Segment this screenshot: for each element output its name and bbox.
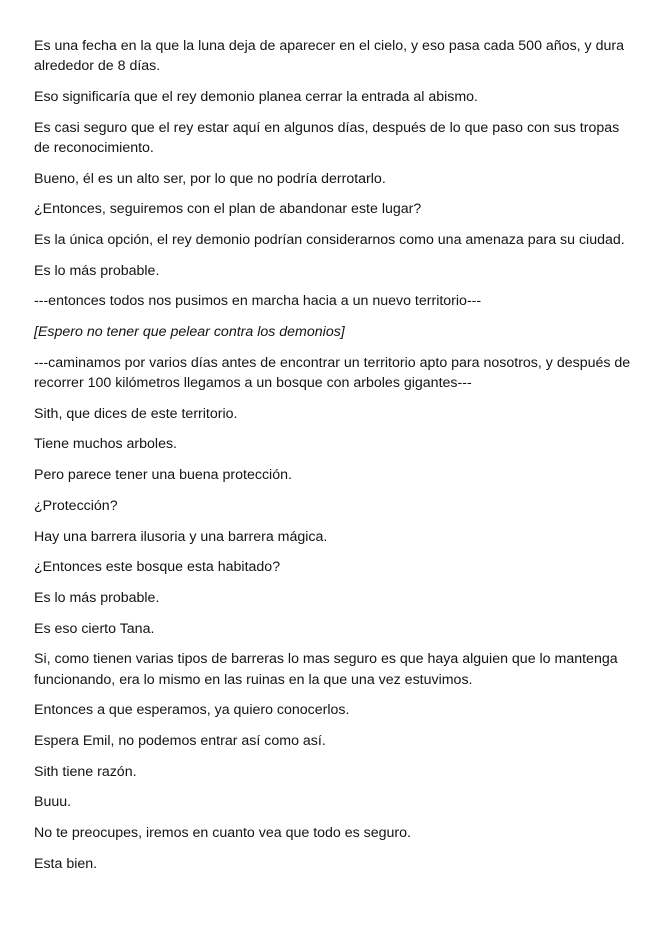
paragraph: Hay una barrera ilusoria y una barrera mágica. (34, 528, 328, 545)
paragraph: Es la única opción, el rey demonio podrían considerarnos como una amenaza para su ciudad. (34, 232, 625, 249)
paragraph: Tiene muchos arboles. (34, 436, 177, 453)
narration-paragraph: ---entonces todos nos pusimos en marcha hacia a un nuevo territorio--- (34, 293, 482, 310)
paragraph: Es casi seguro que el rey estar aquí en algunos días, después de lo que paso con sus tropas de reconocimiento. (34, 119, 620, 156)
paragraph: ¿Entonces este bosque esta habitado? (34, 559, 281, 576)
thought-paragraph: [Espero no tener que pelear contra los demonios] (34, 324, 345, 341)
paragraph: Es lo más probable. (34, 589, 160, 606)
paragraph: Es lo más probable. (34, 262, 160, 279)
paragraph: No te preocupes, iremos en cuanto vea que todo es seguro. (34, 825, 411, 841)
paragraph: Es una fecha en la que la luna deja de aparecer en el cielo, y eso pasa cada 500 años, y dura alrededor de 8 días. (34, 38, 624, 75)
paragraph: Si, como tienen varias tipos de barreras lo mas seguro es que haya alguien que lo mantenga funcionando, era lo mismo en las ruinas en la que una vez estuvimos. (34, 651, 618, 688)
paragraph: ¿Entonces, seguiremos con el plan de abandonar este lugar? (34, 201, 422, 218)
paragraph: Pero parece tener una buena protección. (34, 467, 292, 484)
narration-paragraph: ---caminamos por varios días antes de encontrar un territorio apto para nosotros, y después de recorrer 100 kilómetros llegamos a un bosque con arboles gigantes--- (34, 354, 631, 392)
paragraph: Es eso cierto Tana. (34, 620, 155, 637)
paragraph: Entonces a que esperamos, ya quiero conocerlos. (34, 702, 350, 719)
paragraph: Bueno, él es un alto ser, por lo que no podría derrotarlo. (34, 170, 386, 187)
paragraph: Eso significaría que el rey demonio planea cerrar la entrada al abismo. (34, 88, 478, 105)
paragraph: Buuu. (34, 794, 72, 811)
paragraph: Esta bien. (34, 855, 98, 872)
paragraph: Sith tiene razón. (34, 763, 137, 780)
paragraph: ¿Protección? (34, 497, 118, 514)
paragraph: Sith, que dices de este territorio. (34, 405, 238, 422)
paragraph: Espera Emil, no podemos entrar así como así. (34, 732, 326, 749)
document-body (34, 36, 634, 884)
